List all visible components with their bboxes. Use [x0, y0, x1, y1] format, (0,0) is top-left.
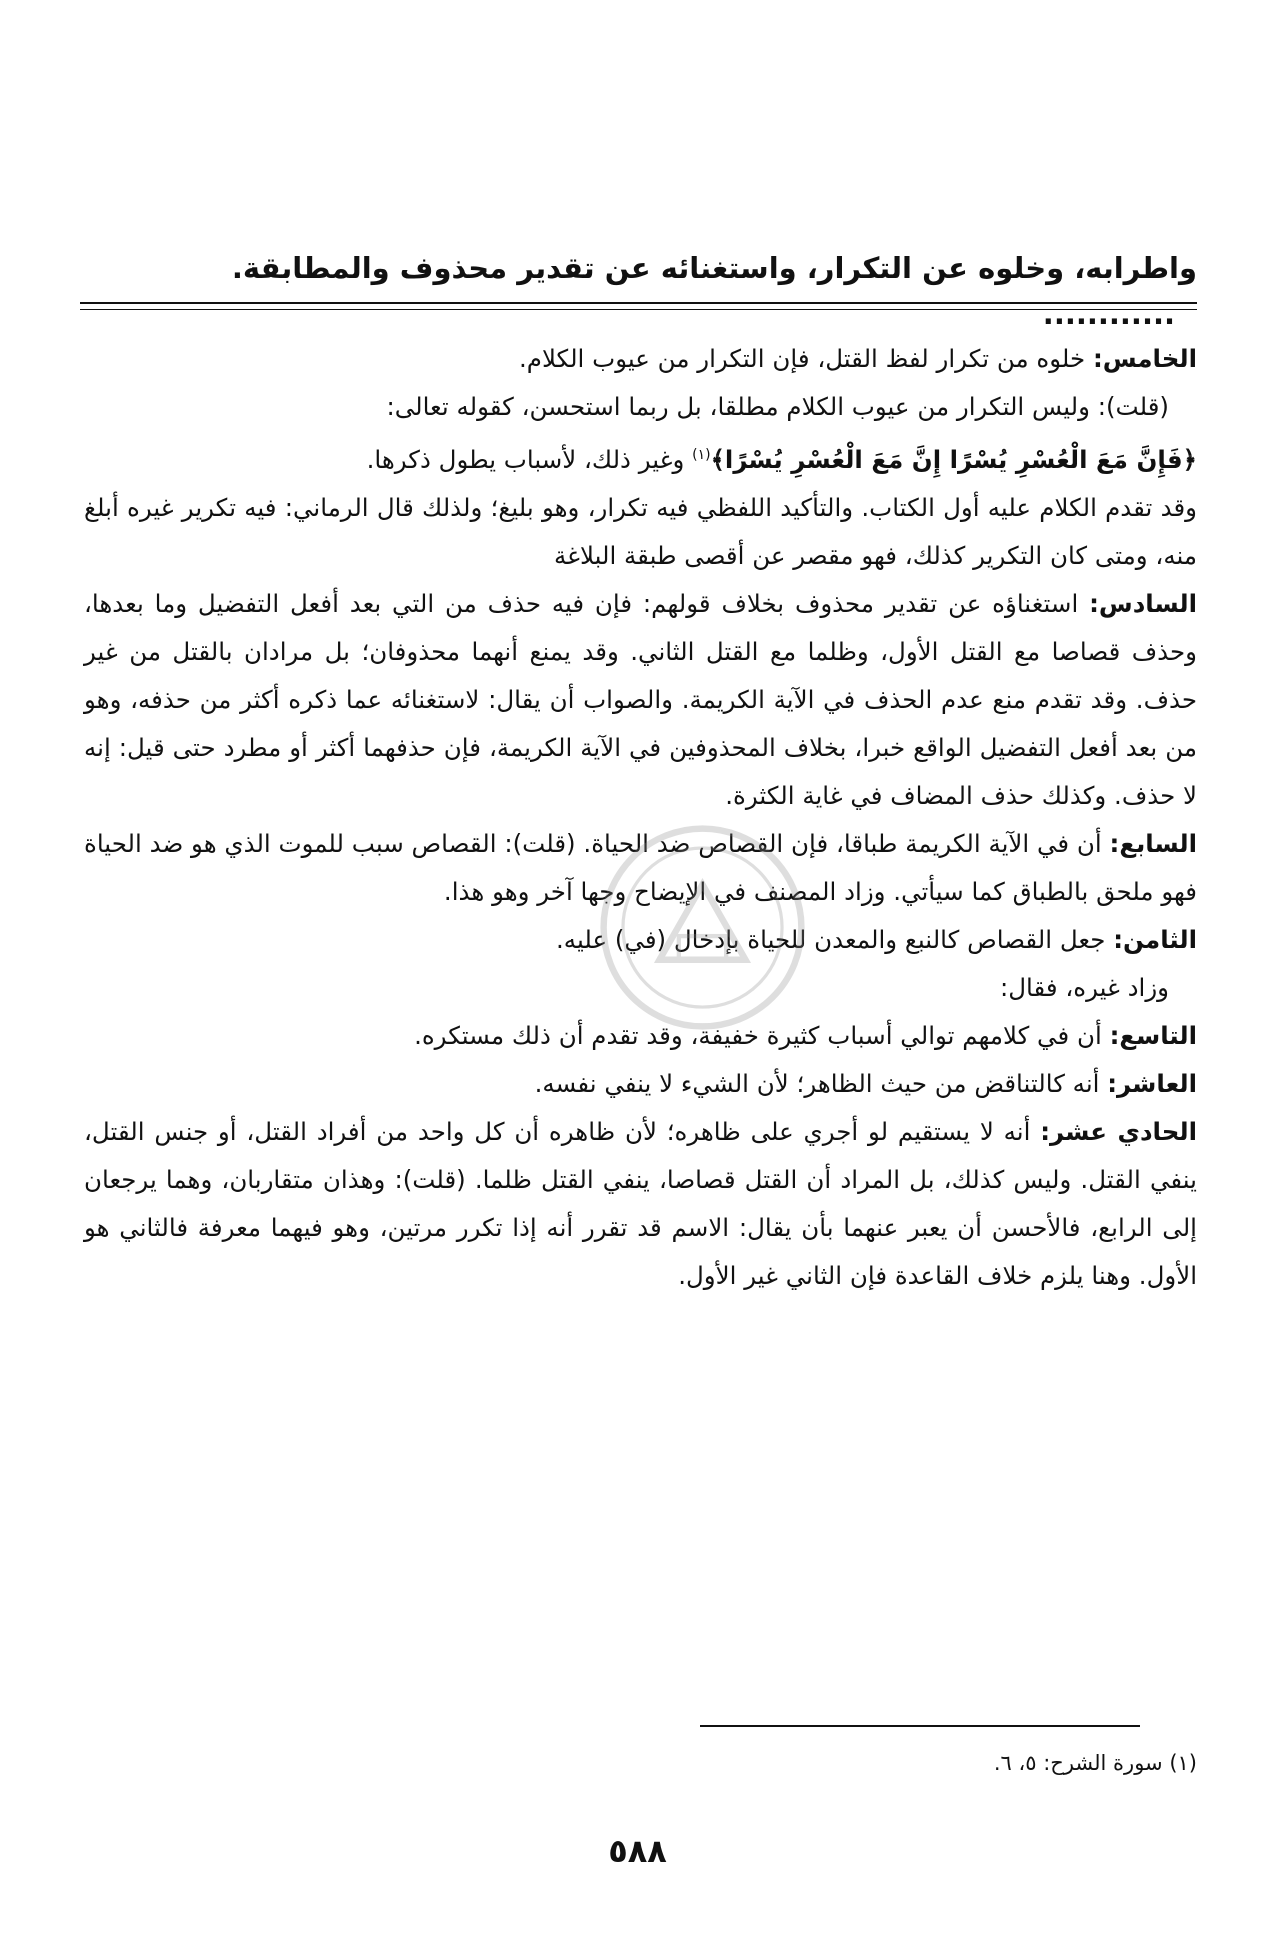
- header-title: واطرابه، وخلوه عن التكرار، واستغنائه عن تقدير محذوف والمطابقة.: [231, 251, 1197, 285]
- header-double-rule: [80, 302, 1197, 310]
- paragraph-rummani: [84, 484, 1197, 580]
- paragraph-text: خلوه من تكرار لفظ القتل، فإن التكرار من عيوب الكلام.: [518, 344, 1093, 373]
- paragraph-quran-verse: [84, 431, 1197, 484]
- paragraph-fifth: [84, 335, 1197, 383]
- paragraph-lead: السابع:: [1109, 829, 1197, 859]
- paragraph-lead: الخامس:: [1092, 344, 1197, 373]
- paragraph-text: وزاد غيره، فقال:: [999, 973, 1169, 1003]
- paragraph-lead: التاسع:: [1109, 1021, 1197, 1051]
- quran-verse: ﴿فَإِنَّ مَعَ الْعُسْرِ يُسْرًا إِنَّ مَعَ الْعُسْرِ يُسْرًا﴾: [710, 445, 1197, 475]
- paragraph-tenth: [84, 1060, 1197, 1108]
- paragraph-eleventh: [84, 1108, 1197, 1300]
- paragraph-text: (قلت): وليس التكرار من عيوب الكلام مطلقا، بل ربما استحسن، كقوله تعالى:: [386, 392, 1169, 421]
- paragraph-lead: الثامن:: [1113, 925, 1197, 955]
- library-seal-icon: [595, 820, 810, 1035]
- paragraph-text: أن في كلامهم توالي أسباب كثيرة خفيفة، وقد تقدم أن ذلك مستكره.: [414, 1021, 1110, 1051]
- paragraph-text: وغير ذلك، لأسباب يطول ذكرها.: [366, 445, 693, 475]
- paragraph-text: أنه كالتناقض من حيث الظاهر؛ لأن الشيء لا ينفي نفسه.: [534, 1069, 1108, 1099]
- paragraph-sixth: [84, 580, 1197, 820]
- page-number: ٥٨٨: [608, 1832, 667, 1870]
- paragraph-lead: العاشر:: [1107, 1069, 1197, 1099]
- paragraph-text: وقد تقدم الكلام عليه أول الكتاب. والتأكيد اللفظي فيه تكرار، وهو بليغ؛ ولذلك قال الرماني: فيه تكرير غيره أبلغ منه، ومتى كان التكرير كذلك، فهو مقصر عن أقصى طبقة البلاغة: [84, 493, 1197, 571]
- footnote-marker: (١): [692, 447, 711, 463]
- paragraph-text: أن في الآية الكريمة طباقا، فإن القصاص ضد الحياة. (قلت): القصاص سبب للموت الذي هو ضد الحياة فهو ملحق بالطباق كما سيأتي. وزاد المصنف في الإيضاح وجها آخر وهو هذا.: [84, 829, 1197, 907]
- paragraph-text: جعل القصاص كالنبع والمعدن للحياة بإدخال (في) عليه.: [556, 925, 1114, 955]
- footnote: (١) سورة الشرح: ٥، ٦.: [993, 1751, 1197, 1775]
- paragraph-text: أنه لا يستقيم لو أجري على ظاهره؛ لأن ظاهره أن كل واحد من أفراد القتل، أو جنس القتل، ينفي القتل. وليس كذلك، بل المراد أن القتل قصاصا، ينفي القتل ظلما. (قلت): وهذان متقاربان، وهما يرجعان إلى الرابع، فالأحسن أن يعبر عنهما بأن يقال: الاسم قد تقرر أنه إذا تكرر مرتين، وهو فيهما معرفة فالثاني هو الأول. وهنا يلزم خلاف القاعدة فإن الثاني غير الأول.: [84, 1117, 1197, 1291]
- paragraph-text: استغناؤه عن تقدير محذوف بخلاف قولهم: فإن فيه حذف من التي بعد أفعل التفضيل وما بعدها، وحذف قصاصا مع القتل الأول، وظلما مع القتل الثاني. وقد يمنع أنهما محذوفان؛ بل مرادان بالقتل من غير حذف. وقد تقدم منع عدم الحذف في الآية الكريمة. والصواب أن يقال: لاستغنائه عما ذكره أكثر من حذفه، وهو من بعد أفعل التفضيل الواقع خبرا، بخلاف المحذوفين في الآية الكريمة، فإن حذفهما أكثر أو مطرد حتى قيل: إنه لا حذف. وكذلك حذف المضاف في غاية الكثرة.: [84, 589, 1197, 811]
- main-text: [84, 335, 1197, 1300]
- running-header: [80, 245, 1197, 337]
- header-dots: ............: [1042, 297, 1175, 331]
- paragraph-qult-1: [84, 383, 1197, 431]
- paragraph-lead: السادس:: [1089, 589, 1197, 619]
- footnote-rule: [700, 1725, 1140, 1727]
- paragraph-lead: الحادي عشر:: [1040, 1117, 1197, 1147]
